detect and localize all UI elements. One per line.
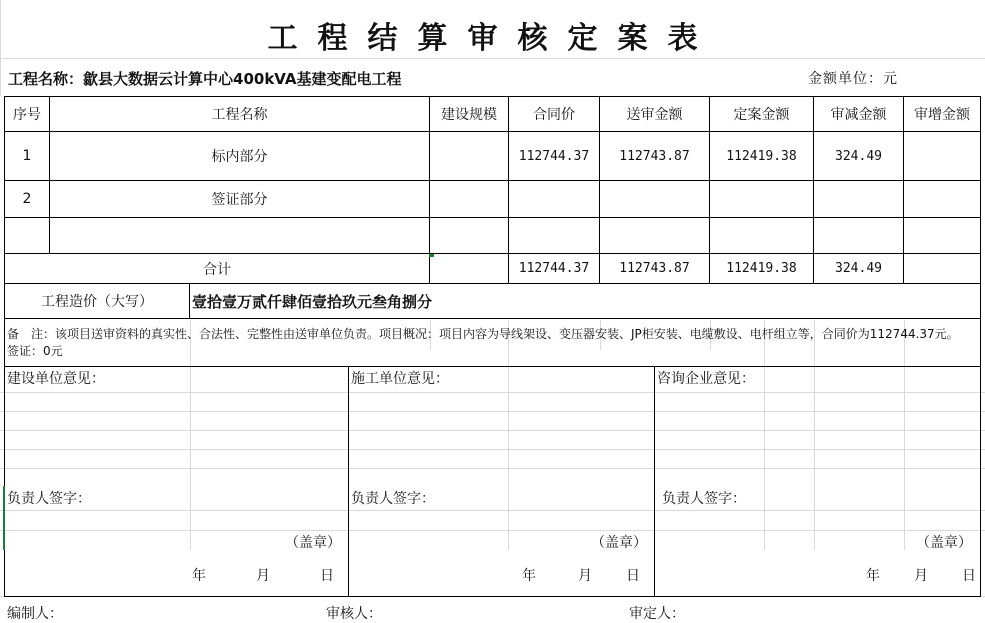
opinion-title: 咨询企业意见： <box>657 371 755 387</box>
date-month: 月 <box>914 568 928 584</box>
amount-unit: 金额单位：元 <box>808 71 898 87</box>
seal-label: （盖章） <box>916 535 972 551</box>
compiler-label: 编制人： <box>7 606 63 622</box>
col-header-increased: 审增金额 <box>914 107 970 123</box>
col-header-reduced: 审减金额 <box>830 107 887 123</box>
row-contract: 112744.37 <box>518 148 590 164</box>
project-name: 工程名称：歙县大数据云计算中心400kVA基建变配电工程 <box>8 69 402 88</box>
date-day: 日 <box>962 568 976 584</box>
signature-label: 负责人签字： <box>7 491 91 507</box>
opinion-title: 施工单位意见： <box>351 371 449 387</box>
cost-caps-value: 壹拾壹万贰仟肆佰壹拾玖元叁角捌分 <box>192 292 433 311</box>
total-submitted: 112743.87 <box>619 261 690 276</box>
col-header-scale: 建设规模 <box>441 107 497 123</box>
date-day: 日 <box>626 568 640 584</box>
row-name: 签证部分 <box>211 192 268 208</box>
cost-caps-label: 工程造价（大写） <box>41 294 153 310</box>
total-final: 112419.38 <box>726 261 797 276</box>
signature-label: 负责人签字： <box>351 491 435 507</box>
col-header-name: 工程名称 <box>211 107 268 123</box>
seal-label: （盖章） <box>591 535 647 551</box>
active-cell-indicator <box>3 486 5 550</box>
approver-label: 审定人： <box>629 606 685 622</box>
seal-label: （盖章） <box>285 535 341 551</box>
opinion-title: 建设单位意见： <box>7 371 105 387</box>
col-header-no: 序号 <box>13 107 41 123</box>
remark-text: 备 注：该项目送审资料的真实性、合法性、完整性由送审单位负责。项目概况：项目内容为导线架设、变压器安装、JP柜安装、电缆敷设、电杆组立等，合同价为112744.37元。签证：0元 <box>7 327 959 358</box>
row-no: 2 <box>22 191 32 207</box>
total-contract: 112744.37 <box>518 261 590 276</box>
col-header-submitted: 送审金额 <box>626 107 683 123</box>
row-submitted: 112743.87 <box>619 148 690 164</box>
page-title: 工程结算审核定案表 <box>267 21 718 56</box>
date-month: 月 <box>256 568 270 584</box>
row-reduced: 324.49 <box>835 148 882 164</box>
date-year: 年 <box>866 568 880 584</box>
date-day: 日 <box>320 568 334 584</box>
total-reduced: 324.49 <box>835 261 882 276</box>
date-year: 年 <box>522 568 536 584</box>
row-final: 112419.38 <box>726 148 797 164</box>
date-month: 月 <box>578 568 592 584</box>
date-year: 年 <box>192 568 206 584</box>
row-no: 1 <box>22 148 32 164</box>
col-header-contract: 合同价 <box>533 107 575 123</box>
signature-label: 负责人签字： <box>662 491 746 507</box>
total-label: 合计 <box>203 261 231 278</box>
reviewer-label: 审核人： <box>326 606 382 622</box>
col-header-final: 定案金额 <box>733 107 790 123</box>
cell-marker <box>429 254 434 257</box>
row-name: 标内部分 <box>211 149 268 165</box>
